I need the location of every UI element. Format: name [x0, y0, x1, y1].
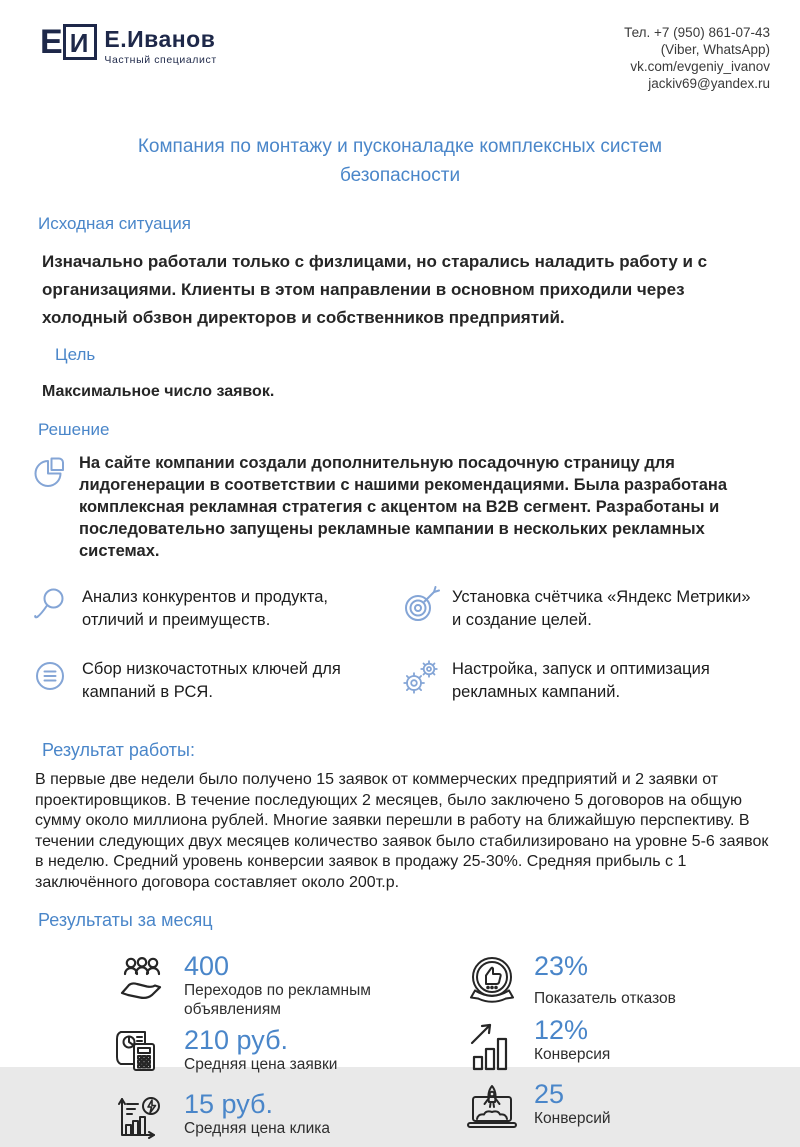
- section-heading-result: Результат работы:: [42, 740, 195, 760]
- magnifier-icon: [30, 584, 70, 624]
- stat-item: [464, 1017, 770, 1073]
- stat-value: 12%: [534, 1015, 589, 1045]
- logo-mark-letter: Е: [40, 23, 62, 61]
- step-label: Сбор низкочастотных ключей для кампаний в РСЯ.: [82, 660, 341, 701]
- stat-item: [114, 1091, 400, 1147]
- stat-label: Переходов по рекламным объявлениям: [184, 982, 371, 1018]
- logo-mark-box: И: [63, 24, 98, 60]
- cpc-lightning-icon: [114, 1091, 170, 1147]
- header: [0, 0, 800, 92]
- stat-item: [464, 953, 770, 1009]
- stat-value: 400: [184, 951, 230, 981]
- contact-messengers: (Viber, WhatsApp): [660, 42, 770, 57]
- audience-hand-icon: [114, 953, 170, 1009]
- step-item: [400, 586, 770, 632]
- contact-vk-link[interactable]: vk.com/evgeniy_ivanov: [630, 59, 770, 74]
- stat-item: [114, 953, 400, 1019]
- main-content: [0, 132, 800, 1147]
- step-label: Установка счётчика «Яндекс Метрики» и создание целей.: [452, 588, 751, 629]
- section-heading-goal: Цель: [55, 345, 96, 364]
- section-heading-initial: Исходная ситуация: [38, 214, 191, 233]
- stats-column-left: [30, 953, 400, 1147]
- stat-item: [464, 1081, 770, 1137]
- logo: [40, 24, 217, 92]
- calculator-icon: [114, 1027, 170, 1083]
- stat-label: Показатель отказов: [534, 990, 676, 1007]
- solution-row: [30, 452, 770, 562]
- pie-chart-icon: [30, 452, 70, 562]
- goal-text: Максимальное число заявок.: [42, 383, 275, 400]
- step-item: [30, 586, 400, 632]
- growth-chart-icon: [464, 1017, 520, 1073]
- stat-label: Конверсия: [534, 1046, 611, 1063]
- step-label: Анализ конкурентов и продукта, отличий и преимуществ.: [82, 588, 328, 629]
- page-title: Компания по монтажу и пусконаладке комплексных систем безопасности: [137, 136, 663, 186]
- logo-mark-icon: [40, 24, 97, 60]
- step-item: [400, 658, 770, 704]
- logo-text: [104, 26, 216, 66]
- stat-value: 210 руб.: [184, 1025, 289, 1055]
- stats-column-right: [400, 953, 770, 1147]
- badge-thumbsup-icon: [464, 953, 520, 1009]
- stat-label: Конверсий: [534, 1110, 611, 1127]
- stats-grid: [30, 953, 770, 1147]
- rocket-launch-icon: [464, 1081, 520, 1137]
- stat-value: 23%: [534, 951, 589, 981]
- section-heading-solution: Решение: [38, 420, 110, 439]
- logo-name: Е.Иванов: [104, 26, 216, 52]
- solution-text: На сайте компании создали дополнительную посадочную страницу для лидогенерации в соответствии с нашими рекомендациями. Была разработана комплексная рекламная стратегия с акцентом на B2B сегмент. Разработаны и последовательно запущены рекламные кампании в нескольких рекламных системах.: [79, 454, 728, 560]
- contact-block: [624, 24, 770, 92]
- gears-icon: [400, 656, 440, 696]
- stat-value: 15 руб.: [184, 1089, 274, 1119]
- list-circle-icon: [30, 656, 70, 696]
- stat-item: [114, 1027, 400, 1083]
- contact-email-link[interactable]: jackiv69@yandex.ru: [648, 76, 770, 91]
- step-label: Настройка, запуск и оптимизация рекламных кампаний.: [452, 660, 710, 701]
- contact-phone: Тел. +7 (950) 861-07-43: [624, 25, 770, 40]
- stat-label: Средняя цена заявки: [184, 1056, 338, 1073]
- stat-value: 25: [534, 1079, 565, 1109]
- section-heading-monthly: Результаты за месяц: [38, 910, 213, 930]
- stat-label: Средняя цена клика: [184, 1120, 331, 1137]
- step-item: [30, 658, 400, 704]
- result-text: В первые две недели было получено 15 заявок от коммерческих предприятий и 2 заявки от проектировщиков. В течение последующих 2 месяцев, было заключено 5 договоров на общую сумму около миллиона рублей. Многие заявки перешли в работу на ближайшую перспективу. В течении следующих двух месяцев количество заявок было стабилизировано на уровне 5-6 заявок в неделю. Средний уровень конверсии заявок в продажу 25-30%. Средняя прибыль с 1 заключённого договора составляет около 200т.р.: [35, 771, 769, 891]
- logo-tagline: Частный специалист: [104, 54, 217, 66]
- steps-grid: [30, 586, 770, 704]
- target-dart-icon: [400, 584, 440, 624]
- initial-text: Изначально работали только с физлицами, но старались наладить работу и с организациями. Клиенты в этом направлении в основном приходили через холодный обзвон директоров и собственников предприятий.: [42, 252, 708, 327]
